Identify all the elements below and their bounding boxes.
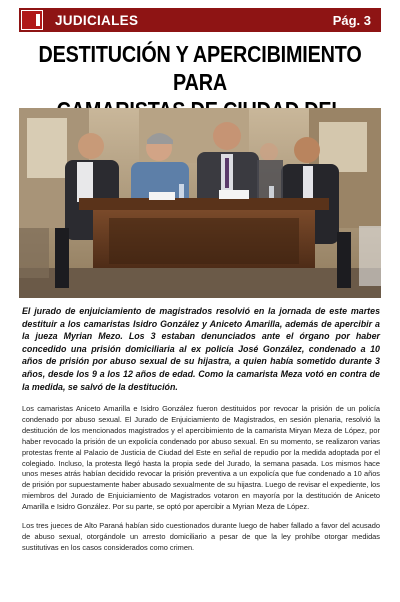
article-body — [22, 404, 380, 562]
section-title: JUDICIALES — [55, 12, 139, 28]
newspaper-logo — [19, 8, 45, 32]
article-photo — [19, 108, 381, 298]
article-lead-paragraph: El jurado de enjuiciamiento de magistrados resolvió en la jornada de este martes destituir a los camaristas Isidro González y Aniceto Amarilla, además de apercibir a la jueza Myrian Mezo. Los 3 estaban denunciados ante el órgano por haber concedido una prisión domiciliaria al ex policía José González, condenado a 10 años de prisión por abuso sexual de su hijastra, a quien había sometido durante 3 años, desde los 9 a los 12 años de edad. Como la camarista Meza votó en contra de la medida, se salvó de la destitución. — [22, 306, 380, 392]
page-number: Pág. 3 — [332, 12, 371, 28]
section-header-bar — [19, 8, 381, 32]
body-paragraph-1: Los camaristas Aniceto Amarilla e Isidro González fueron destituidos por revocar la prisión de un policía condenado por abuso sexual. El Jurado de Enjuiciamiento de Magistrados, en sesión plenaria, resolvió la destitución de los mencionados magistrados y el apercibimiento de la camarista Miryan Meza de López, por haber revocado la prisión de un expolicía condenado por abuso sexual. En su momento, se realizaron varias protestas frente al Palacio de Justicia de Ciudad del Este en señal de repudio por la medida adoptada por el colegiado. Incluso, la protesta llegó hasta la propia sede del Jurado, la semana pasada. Los mismos hace unos meses atrás habían decidido revocar la prisión preventiva a un expolicía que fue condenado a 10 años de prisión por supuestamente haber abusado sexualmente de su hijastra. Luego de revisar el expediente, los miembros del Jurado de Enjuiciamiento de Magistrados votaron en mayoría por la destitución de Aniceto Amarilla e Isidro González. Por su parte, se optó por apercibir a Myrian Meza de López. — [22, 404, 380, 512]
headline-line-1: DESTITUCIÓN Y APERCIBIMIENTO PARA — [38, 41, 362, 95]
courtroom-photo-illustration — [19, 108, 381, 298]
body-paragraph-2: Los tres jueces de Alto Paraná habían sido cuestionados durante luego de haber fallado a favor del acusado de abuso sexual, otorgándole un arresto domiciliario a pesar de que la ley prohíbe otorgar medidas sustitutivas en los casos considerados como crimen. — [22, 521, 380, 552]
